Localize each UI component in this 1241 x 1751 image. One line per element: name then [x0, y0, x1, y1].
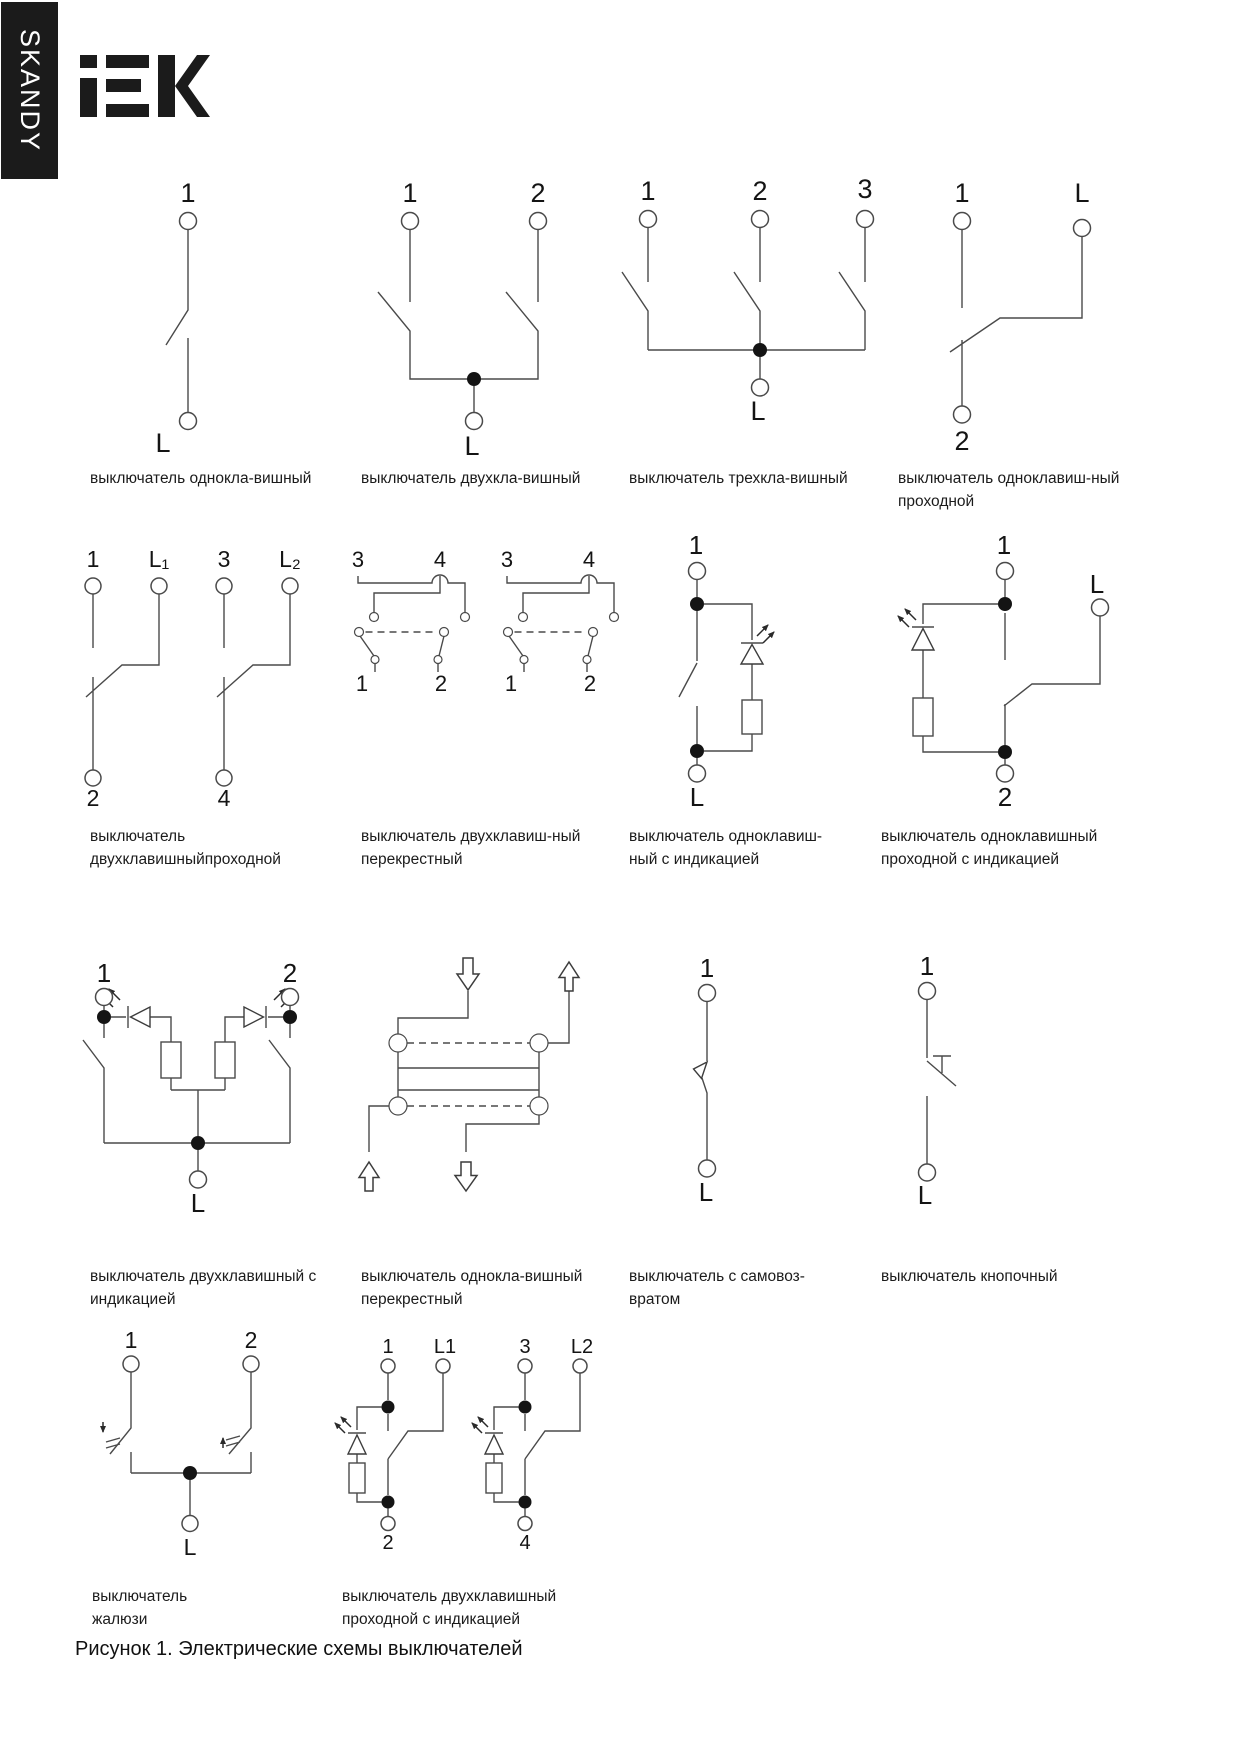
terminal-circle — [216, 578, 232, 594]
terminal-circle — [857, 211, 874, 228]
resistor — [215, 1042, 235, 1078]
resistor — [161, 1042, 181, 1078]
contact-circle — [461, 613, 470, 622]
junction-dot — [191, 1136, 205, 1150]
caption-single-two-way-switch — [898, 467, 1119, 513]
terminal-circle — [518, 1517, 532, 1531]
terminal-label: L — [155, 428, 171, 458]
contact-circle — [434, 656, 442, 664]
caption-line: ный с индикацией — [629, 851, 760, 868]
caption-line: выключатель однокла-вишный — [361, 1268, 583, 1285]
diagram-single-two-way-switch — [950, 178, 1091, 456]
terminal-circle — [282, 989, 299, 1006]
caption-double-crossover-switch — [361, 825, 580, 871]
resistor — [742, 700, 762, 734]
terminal-circle — [1074, 220, 1091, 237]
emission-arrow — [757, 625, 768, 636]
caption-line: выключатель одноклавиш- — [629, 828, 823, 845]
caption-line: выключатель трехкла-вишный — [629, 470, 848, 487]
contact-circle — [530, 1097, 548, 1115]
diagram-momentary-switch — [694, 953, 716, 1207]
terminal-label: L — [464, 431, 480, 461]
terminal-label: 1 — [86, 546, 100, 572]
diagram-single-switch — [155, 178, 196, 458]
rocker-link — [407, 1043, 530, 1106]
terminal-label: 2 — [997, 782, 1013, 812]
terminal-label: 1 — [919, 951, 935, 981]
wires — [86, 594, 290, 770]
caption-line: выключатель двухклавишный — [342, 1588, 557, 1605]
terminal-label: L — [750, 396, 766, 426]
terminal-label: 4 — [519, 1532, 531, 1554]
caption-single-switch — [90, 467, 311, 490]
caption-line: выключатель одноклавиш-ный — [898, 470, 1120, 487]
diagram-push-button-switch — [918, 951, 956, 1210]
emission-arrow — [341, 1417, 351, 1427]
terminal-label: 1 — [688, 530, 704, 560]
junction-dot — [753, 343, 767, 357]
emission-arrow — [898, 616, 909, 627]
junction-dot — [519, 1496, 532, 1509]
terminal-label: L — [190, 1188, 206, 1218]
wires — [106, 1371, 251, 1515]
terminal-label: L₂ — [279, 546, 301, 572]
terminal-label: 2 — [530, 178, 546, 208]
terminal-circle — [699, 1160, 716, 1177]
terminal-circle — [689, 563, 706, 580]
arrow-down-icon — [455, 1162, 477, 1191]
terminal-label: 2 — [434, 671, 448, 696]
led-triangle — [485, 1435, 503, 1454]
terminal-label: 3 — [857, 174, 873, 204]
caption-single-crossover-switch — [361, 1265, 582, 1311]
terminal-label: L1 — [433, 1336, 457, 1358]
terminal-circle — [954, 213, 971, 230]
junction-dot — [382, 1401, 395, 1414]
terminal-label: 1 — [640, 176, 656, 206]
terminal-label: 1 — [355, 671, 369, 696]
led-triangle — [244, 1007, 264, 1027]
junction-dot — [998, 597, 1012, 611]
terminal-label: 1 — [996, 530, 1012, 560]
junction-dot — [519, 1401, 532, 1414]
caption-blinds-switch — [92, 1585, 187, 1631]
junction-dot — [382, 1496, 395, 1509]
arrow-down-icon — [457, 958, 479, 990]
figure-caption: Рисунок 1. Электрические схемы выключателей — [75, 1638, 523, 1660]
wires — [950, 230, 1082, 407]
diagram-double-two-way-indicator-switch — [335, 1336, 593, 1554]
junction-dot — [690, 597, 704, 611]
junction-dot — [283, 1010, 297, 1024]
terminal-circle — [997, 563, 1014, 580]
terminal-label: 2 — [752, 176, 768, 206]
led-triangle — [912, 629, 934, 651]
wires — [622, 228, 865, 380]
junction-dot — [690, 744, 704, 758]
terminal-circle — [180, 413, 197, 430]
junction-dot — [998, 745, 1012, 759]
caption-line: индикацией — [90, 1291, 176, 1308]
terminal-label: 2 — [583, 671, 597, 696]
terminal-circle — [190, 1171, 207, 1188]
terminal-circle — [752, 211, 769, 228]
diagram-double-switch-indicator — [83, 958, 299, 1218]
wires — [83, 1006, 290, 1172]
caption-line: проходной — [898, 493, 975, 510]
arrow-up-icon — [359, 1162, 379, 1191]
contact-circle — [583, 656, 591, 664]
wires — [378, 230, 538, 413]
terminal-label: 1 — [699, 953, 715, 983]
terminal-label: 2 — [382, 1532, 394, 1554]
caption-line: перекрестный — [361, 1291, 463, 1308]
terminal-circle — [530, 213, 547, 230]
caption-line: проходной с индикацией — [881, 851, 1060, 868]
terminal-label: L — [689, 782, 705, 812]
contact-circle — [610, 613, 619, 622]
arrow-up-icon — [559, 962, 579, 991]
terminal-circle — [123, 1356, 139, 1372]
caption-line: выключатель — [92, 1588, 188, 1605]
terminal-circle — [85, 770, 101, 786]
contact-circle — [504, 628, 513, 637]
terminal-label: 1 — [124, 1327, 138, 1353]
terminal-label: 3 — [500, 547, 514, 572]
emission-arrow — [472, 1423, 482, 1433]
terminal-label: 1 — [180, 178, 196, 208]
junction-dot — [467, 372, 481, 386]
terminal-circle — [573, 1359, 587, 1373]
wires — [166, 230, 188, 413]
junction-dot — [183, 1466, 197, 1480]
caption-double-two-way-switch — [90, 825, 281, 871]
caption-line: выключатель двухклавишный с — [90, 1268, 317, 1285]
caption-push-button-switch — [881, 1265, 1058, 1288]
terminal-circle — [381, 1359, 395, 1373]
wires — [702, 1002, 707, 1161]
wires — [927, 1000, 956, 1165]
caption-momentary-switch — [629, 1265, 805, 1311]
terminal-circle — [518, 1359, 532, 1373]
contact-circle — [389, 1097, 407, 1115]
caption-double-switch — [361, 467, 580, 490]
caption-line: жалюзи — [92, 1611, 148, 1628]
caption-two-way-switch-indicator — [881, 825, 1097, 871]
caption-double-two-way-indicator-switch — [342, 1585, 556, 1631]
caption-single-switch-indicator — [629, 825, 822, 871]
terminal-label: 2 — [244, 1327, 258, 1353]
contact-circle — [389, 1034, 407, 1052]
terminal-circle — [282, 578, 298, 594]
terminal-label: 3 — [519, 1336, 531, 1358]
emission-arrow — [905, 609, 916, 620]
terminal-circle — [243, 1356, 259, 1372]
terminal-label: L — [183, 1534, 197, 1560]
terminal-label: L2 — [570, 1336, 594, 1358]
terminal-label: L — [917, 1180, 933, 1210]
terminal-circle — [752, 379, 769, 396]
terminal-circle — [919, 1164, 936, 1181]
spring-return-arrow — [694, 1062, 708, 1079]
terminal-circle — [182, 1516, 198, 1532]
led-triangle — [741, 645, 763, 665]
terminal-circle — [640, 211, 657, 228]
terminal-label: 2 — [86, 785, 100, 811]
resistor — [486, 1463, 502, 1493]
resistor — [913, 698, 933, 736]
diagram-blinds-switch — [103, 1327, 259, 1560]
led-triangle — [131, 1007, 151, 1027]
terminal-circle — [96, 989, 113, 1006]
resistor — [349, 1463, 365, 1493]
caption-line: выключатель одноклавишный — [881, 828, 1098, 845]
terminal-circle — [402, 213, 419, 230]
terminal-circle — [381, 1517, 395, 1531]
terminal-circle — [216, 770, 232, 786]
terminal-circle — [699, 985, 716, 1002]
contact-circle — [440, 628, 449, 637]
terminal-label: 1 — [402, 178, 418, 208]
diagram-triple-switch — [622, 174, 874, 426]
diagram-double-crossover-switch — [352, 547, 619, 696]
emission-arrow — [478, 1417, 488, 1427]
emission-arrow — [335, 1423, 345, 1433]
contact-circle — [355, 628, 364, 637]
diagram-single-switch-indicator — [679, 530, 774, 812]
wires — [369, 991, 569, 1152]
caption-line: выключатель кнопочный — [881, 1268, 1058, 1285]
terminal-circle — [466, 413, 483, 430]
terminal-label: 4 — [433, 547, 447, 572]
caption-triple-switch — [629, 467, 848, 490]
terminal-label: L — [1074, 178, 1090, 208]
caption-line: перекрестный — [361, 851, 463, 868]
contact-circle — [589, 628, 598, 637]
terminal-label: 2 — [954, 426, 970, 456]
terminal-label: 1 — [954, 178, 970, 208]
terminal-label: 1 — [382, 1336, 394, 1358]
terminal-circle — [689, 765, 706, 782]
caption-line: двухклавишныйпроходной — [90, 851, 281, 868]
diagram-single-crossover-switch — [359, 958, 579, 1191]
caption-line: выключатель — [90, 828, 186, 845]
junction-dot — [97, 1010, 111, 1024]
terminal-label: 1 — [96, 958, 112, 988]
caption-line: проходной с индикацией — [342, 1611, 521, 1628]
caption-double-switch-indicator — [90, 1265, 316, 1311]
led-triangle — [348, 1435, 366, 1454]
diagram-two-way-switch-indicator — [898, 530, 1109, 812]
terminal-circle — [436, 1359, 450, 1373]
caption-line: выключатель однокла-вишный — [90, 470, 312, 487]
terminal-circle — [180, 213, 197, 230]
contact-circle — [530, 1034, 548, 1052]
terminal-label: 4 — [582, 547, 596, 572]
terminal-label: 3 — [351, 547, 365, 572]
terminal-circle — [919, 983, 936, 1000]
terminal-circle — [85, 578, 101, 594]
contact-circle — [519, 613, 528, 622]
terminal-circle — [954, 406, 971, 423]
caption-line: выключатель двухклавиш-ный — [361, 828, 581, 845]
terminal-label: L₁ — [148, 546, 170, 572]
terminal-label: 2 — [282, 958, 298, 988]
diagram-double-two-way-switch — [85, 546, 301, 811]
terminal-label: L — [1089, 569, 1105, 599]
terminal-label: L — [698, 1177, 714, 1207]
terminal-label: 4 — [217, 785, 231, 811]
caption-line: вратом — [629, 1291, 681, 1308]
emission-arrow — [763, 632, 774, 643]
caption-line: выключатель с самовоз- — [629, 1268, 805, 1285]
caption-line: выключатель двухкла-вишный — [361, 470, 581, 487]
terminal-circle — [151, 578, 167, 594]
terminal-label: 3 — [217, 546, 231, 572]
diagram-double-switch — [378, 178, 547, 461]
terminal-label: 1 — [504, 671, 518, 696]
contact-circle — [371, 656, 379, 664]
terminal-circle — [1092, 599, 1109, 616]
contact-circle — [370, 613, 379, 622]
series-label: SKANDY — [15, 28, 45, 153]
terminal-circle — [997, 765, 1014, 782]
contact-circle — [520, 656, 528, 664]
